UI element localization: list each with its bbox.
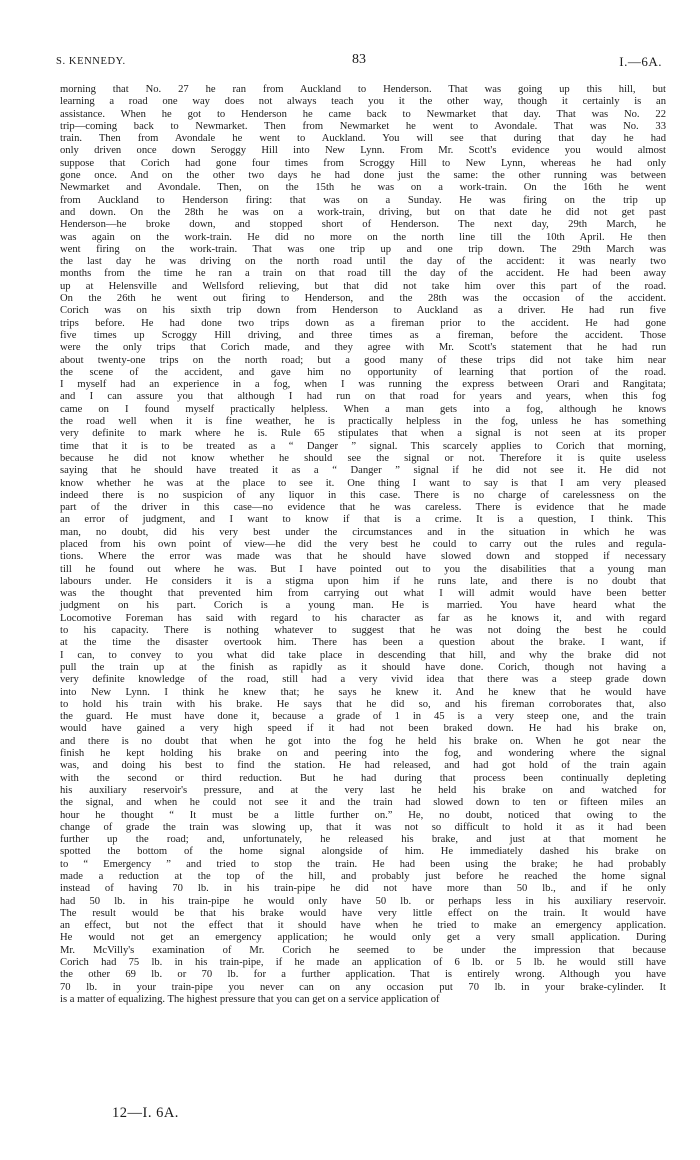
- text-line: instead of having 70 lb. in his train-pipe he did not have more than 50 lb., and if he only: [60, 883, 666, 895]
- text-line: suppose that Corich had gone four times from Scroggy Hill to New Lynn, whereas he had only: [60, 157, 666, 169]
- text-line: would have gained a very high speed if it had not been braked down. He had his brake on,: [60, 723, 666, 735]
- text-line: his auxiliary reservoir's pressure, and at the very last he held his brake on and watched for: [60, 784, 666, 796]
- text-line: Locomotive Foreman has said with regard to his character as far as he knows it, and with regard: [60, 612, 666, 624]
- text-line: five times up Scroggy Hill driving, and three times as a fireman, before the accident. Those: [60, 329, 666, 341]
- text-line: with the second or third reduction. But he had during that process been continually depleting: [60, 772, 666, 784]
- text-line: to his capacity. There is nothing whatever to suggest that he was not doing the best he could: [60, 625, 666, 637]
- text-line: tions. Where the error was made was that he should have slowed down and stopped if necessary: [60, 551, 666, 563]
- text-line: very definite to mark where he is. Rule 65 stipulates that when a signal is not seen at its proper: [60, 428, 666, 440]
- text-line: Corich had 75 lb. in his train-pipe, if he made an application of 6 lb. or 5 lb. he would still have: [60, 957, 666, 969]
- text-line: was the thought that prevented him from carrying out what I will admit would have been better: [60, 588, 666, 600]
- text-line: know whether he was at the place to see it. One thing I want to say is that I am very pleased: [60, 477, 666, 489]
- text-line: from Auckland to Henderson firing: that was on a Sunday. He was firing on the trip up: [60, 194, 666, 206]
- document-reference: I.—6A.: [619, 54, 662, 69]
- text-line: the guard. He must have done it, because a grade of 1 in 45 is a very steep one, and the train: [60, 711, 666, 723]
- text-line: pull the train up at the finish as rapidly as it should have done. Corich, though not having a: [60, 661, 666, 673]
- text-line: change of grade the train was slowing up, that it was not so difficult to hold it as it had been: [60, 821, 666, 833]
- text-line: hour he thought “ It must be a little further on.” He, no doubt, noticed that owing to the: [60, 809, 666, 821]
- text-line: into New Lynn. I think he knew that; he says he knew it. And he knew that he would have: [60, 686, 666, 698]
- text-line: indeed there is no suspicion of any liquor in this case. There is no charge of carelessness on the: [60, 489, 666, 501]
- page-header: [56, 50, 662, 72]
- text-line: was again on the work-train. He did no more on the north line till the 10th April. He then: [60, 231, 666, 243]
- text-line: The result would be that his brake would have very little effect on the train. It would have: [60, 907, 666, 919]
- text-line: saying that he should have treated it as a “ Danger ” signal if he did not see it. He did not: [60, 465, 666, 477]
- text-line: an error of judgment, and I want to know if that is a crime. It is a question, I think. This: [60, 514, 666, 526]
- text-line: were the only trips that Corich made, and they agree with Mr. Scott's statement that he had run: [60, 342, 666, 354]
- text-line: assistance. When he got to Henderson he came back to Newmarket that day. That was No. 22: [60, 108, 666, 120]
- text-line: part of the driver in this case—no evidence that he was careless. There is evidence that he made: [60, 502, 666, 514]
- text-line: I can, to convey to you what did take place in descending that hill, and why the brake did not: [60, 649, 666, 661]
- text-line: morning that No. 27 he ran from Auckland to Henderson. That was going up this hill, but: [60, 84, 666, 95]
- text-line: Newmarket and Avondale. Then, on the 15th he was on a work-train. On the 16th he went: [60, 182, 666, 194]
- text-line: On the 26th he went out firing to Henderson, and the 28th was the occasion of the accident.: [60, 293, 666, 305]
- text-line: Corich was on his sixth trip down from Henderson to Auckland as a driver. He had run five: [60, 305, 666, 317]
- printer-signature-mark: 12—I. 6A.: [112, 1105, 179, 1121]
- text-line: was, and doing his best to find the station. He had released, and had got hold of the train again: [60, 760, 666, 772]
- text-line: made a reduction at the top of the hill, and probably just before he reached the home signal: [60, 871, 666, 882]
- text-line: and I can assure you that although I had run on that road for years and years, when this fog: [60, 391, 666, 403]
- text-line: the scene of the accident, and gave him no opportunity of learning that portion of the road.: [60, 366, 666, 378]
- text-line: 70 lb. in your train-pipe you never can on any occasion put 70 lb. in your brake-cylinder. It: [60, 981, 666, 993]
- text-line: the signal, and when he could not see it and the train had slowed down to ten or fifteen miles an: [60, 797, 666, 809]
- text-line: trip—coming back to Newmarket. Then from Newmarket he went to Avondale. That was No. 33: [60, 120, 666, 132]
- text-line: came on I found myself practically helpless. When a man gets into a fog, although he knows: [60, 403, 666, 415]
- text-line: because he did not know whether he should see the signal or not. Therefore it is quite useless: [60, 452, 666, 464]
- text-line: months from the time he ran a train on that road till the day of the accident. He had been away: [60, 268, 666, 280]
- text-line: up at Helensville and Wellsford relieving, but that did not take him over this part of the road.: [60, 280, 666, 292]
- text-line: labours under. He considers it is a stigma upon him if he runs late, and there is no doubt that: [60, 575, 666, 587]
- text-line: very definite knowledge of the road, still had a very vivid idea that there was a steep grade down: [60, 674, 666, 686]
- text-line: finish he kept holding his brake on and peering into the fog, and wondering where the signal: [60, 748, 666, 760]
- body-text: [60, 84, 666, 1006]
- running-head-author: S. KENNEDY.: [56, 56, 126, 67]
- text-line: and down. On the 28th he was on a work-train, driving, but on that date he did not get past: [60, 206, 666, 218]
- text-line: to hold his train with his brake. He says that he did so, and his fireman corroborates that, also: [60, 698, 666, 710]
- text-line: the last day he was driving on the north road until the day of the accident: it was nearly two: [60, 256, 666, 268]
- text-line: He would not get an emergency application; he would only get a very small application. During: [60, 932, 666, 944]
- text-line: the road well when it is fine weather, he is practically helpless in the fog, unless he has something: [60, 416, 666, 428]
- text-line: gone once. And on the other two days he had done just the same: the other running was between: [60, 170, 666, 182]
- text-line: till he found out where he was. But I have pointed out to you the disabilities that a young man: [60, 563, 666, 575]
- text-line: learning a road one way does not always teach you it the other way, though it certainly is an: [60, 96, 666, 108]
- text-line: judgment on his part. Corich is a young man. He is married. You have heard what the: [60, 600, 666, 612]
- text-line: only driven once down Seroggy Hill into New Lynn. From Mr. Scott's evidence you would almost: [60, 145, 666, 157]
- text-line: train. Then from Avondale he went to Auckland. You will see that during that day he had: [60, 133, 666, 145]
- text-line: placed from his own point of view—he did the very best he could to carry out the rules and regula-: [60, 538, 666, 550]
- text-line: about twenty-one trips on the north road; but a good many of these trips did not take him near: [60, 354, 666, 366]
- page-number: 83: [352, 52, 366, 67]
- text-line: Henderson—he broke down, and stopped short of Henderson. The next day, 29th March, he: [60, 219, 666, 231]
- text-line: the other 69 lb. or 70 lb. for a further application. That is entirely wrong. Although you have: [60, 969, 666, 981]
- text-line: an effect, but not the effect that it should have when he tried to make an emergency application.: [60, 920, 666, 932]
- text-line: spotted the bottom of the home signal alongside of him. He immediately dashed his brake on: [60, 846, 666, 858]
- text-line: is a matter of equalizing. The highest pressure that you can get on a service application of: [60, 993, 440, 1005]
- text-line: and there is no doubt that when he got into the fog he held his brake on. When he got near the: [60, 735, 666, 747]
- text-line: further up the road; and, unfortunately, he released his brake, and just at that moment he: [60, 834, 666, 846]
- text-line: Mr. McVilly's examination of Mr. Corich he seemed to be under the impression that because: [60, 944, 666, 956]
- text-line: to “ Emergency ” and tried to stop the train. He had been using the brake; he had probably: [60, 858, 666, 870]
- text-line: trips before. He had done two trips down as a fireman prior to the accident. He had gone: [60, 317, 666, 329]
- text-line: had 50 lb. in his train-pipe he would only have 50 lb. or perhaps less in his auxiliary reservoir.: [60, 895, 666, 907]
- text-line: went firing on the work-train. That was one trip up and one trip down. The 29th March was: [60, 243, 666, 255]
- text-line: at the time the disaster overtook him. There has been a question about the brake. I want, if: [60, 637, 666, 649]
- text-line: man, no doubt, did his very best under the circumstances and in the situation in which he was: [60, 526, 666, 538]
- text-line: time that it is to be treated as a “ Danger ” signal. This scarcely applies to Corich that morning,: [60, 440, 666, 452]
- text-line: I myself had an experience in a fog, when I was running the express between Orari and Rangitata;: [60, 379, 666, 391]
